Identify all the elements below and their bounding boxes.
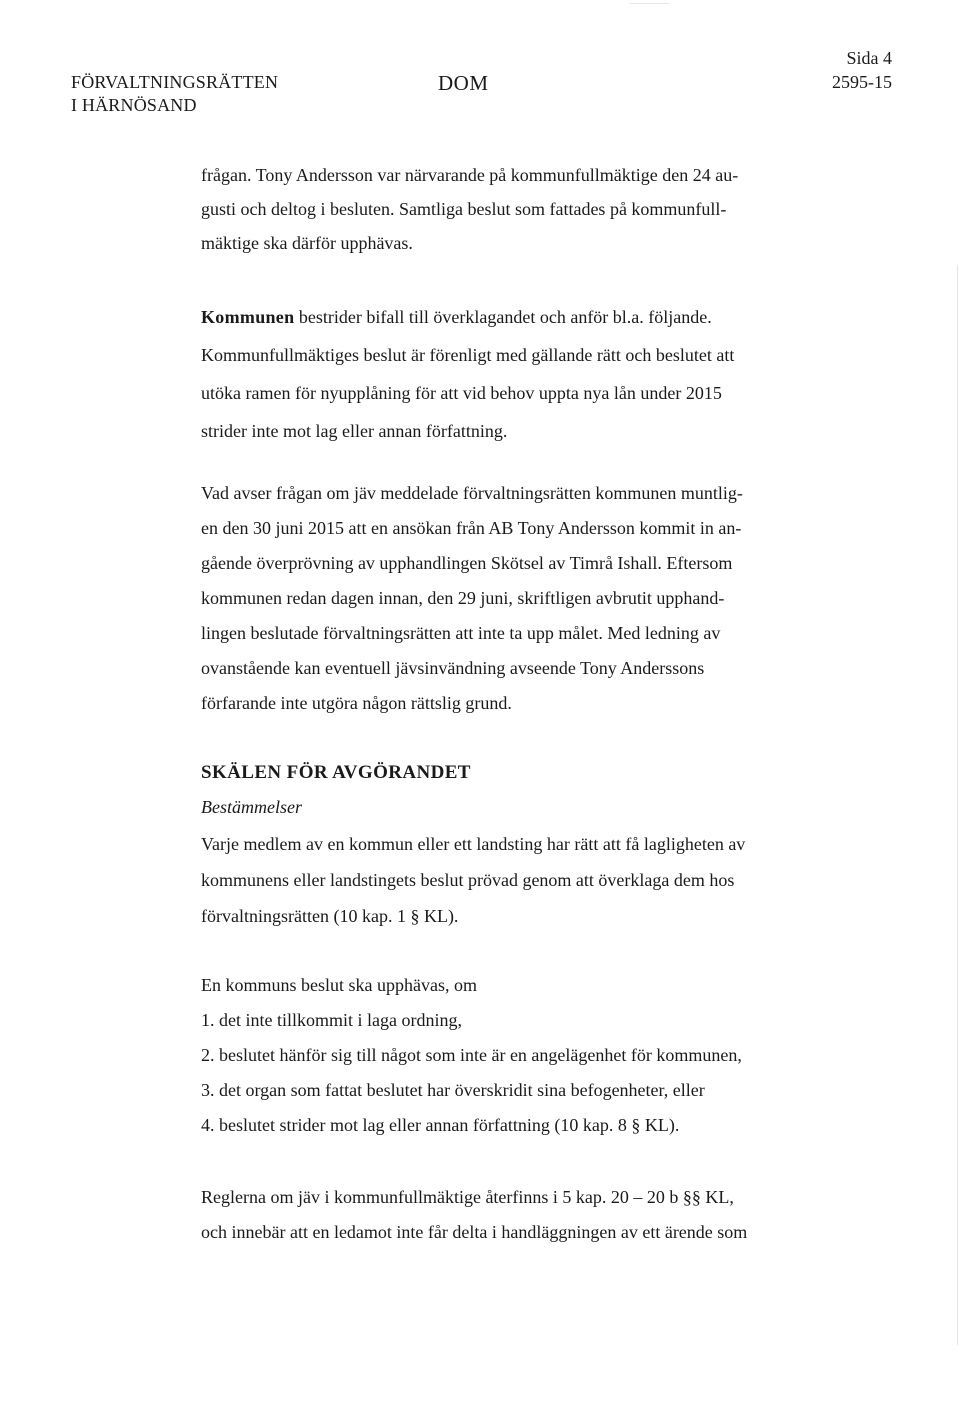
list-item: 1. det inte tillkommit i laga ordning, bbox=[201, 1010, 462, 1030]
paragraph-claimant-conclusion bbox=[201, 158, 821, 260]
list-item: 3. det organ som fattat beslutet har överskridit sina befogenheter, eller bbox=[201, 1080, 705, 1100]
text-line bbox=[201, 298, 821, 336]
text-line: kommunens eller landstingets beslut prövad genom att överklaga dem hos bbox=[201, 870, 735, 890]
page-info bbox=[832, 46, 892, 94]
text-line: en den 30 juni 2015 att en ansökan från AB Tony Andersson kommit in an- bbox=[201, 518, 742, 538]
list-item: 2. beslutet hänför sig till något som inte är en angelägenhet för kommunen, bbox=[201, 1045, 742, 1065]
court-name bbox=[71, 71, 278, 117]
text-line: kommunen redan dagen innan, den 29 juni, skriftligen avbrutit upphand- bbox=[201, 588, 725, 608]
text-line: förfarande inte utgöra någon rättslig grund. bbox=[201, 693, 512, 713]
text-line: Vad avser frågan om jäv meddelade förvaltningsrätten kommunen muntlig- bbox=[201, 483, 743, 503]
paragraph-grounds-list bbox=[201, 968, 821, 1143]
court-name-line1: FÖRVALTNINGSRÄTTEN bbox=[71, 72, 279, 92]
court-name-line2: I HÄRNÖSAND bbox=[71, 95, 197, 115]
text-line: En kommuns beslut ska upphävas, om bbox=[201, 975, 477, 995]
case-number: 2595-15 bbox=[832, 72, 892, 92]
text-line: ovanstående kan eventuell jävsinvändning avseende Tony Anderssons bbox=[201, 658, 705, 678]
text-line: Kommunfullmäktiges beslut är förenligt med gällande rätt och beslutet att bbox=[201, 345, 735, 365]
lead-text: bestrider bifall till överklagandet och anför bl.a. följande. bbox=[294, 307, 712, 327]
text-line: gusti och deltog i besluten. Samtliga beslut som fattades på kommunfull- bbox=[201, 199, 727, 219]
list-item: 4. beslutet strider mot lag eller annan författning (10 kap. 8 § KL). bbox=[201, 1115, 680, 1135]
scan-edge-line bbox=[957, 265, 958, 1345]
paragraph-conflict-of-interest bbox=[201, 476, 821, 721]
paragraph-conflict-rules bbox=[201, 1180, 821, 1250]
party-name: Kommunen bbox=[201, 307, 295, 327]
text-line: Reglerna om jäv i kommunfullmäktige återfinns i 5 kap. 20 – 20 b §§ KL, bbox=[201, 1187, 734, 1207]
text-line: utöka ramen för nyupplåning för att vid behov uppta nya lån under 2015 bbox=[201, 383, 722, 403]
text-line: mäktige ska därför upphävas. bbox=[201, 233, 413, 253]
paragraph-municipality-response bbox=[201, 298, 821, 450]
text-line: frågan. Tony Andersson var närvarande på kommunfullmäktige den 24 au- bbox=[201, 165, 739, 185]
section-heading: SKÄLEN FÖR AVGÖRANDET bbox=[201, 762, 471, 783]
paragraph-right-to-appeal bbox=[201, 826, 821, 934]
text-line: förvaltningsrätten (10 kap. 1 § KL). bbox=[201, 906, 459, 926]
document-type: DOM bbox=[438, 71, 489, 95]
text-line: lingen beslutade förvaltningsrätten att inte ta upp målet. Med ledning av bbox=[201, 623, 721, 643]
subsection-heading: Bestämmelser bbox=[201, 797, 302, 817]
text-line: gående överprövning av upphandlingen Skötsel av Timrå Ishall. Eftersom bbox=[201, 553, 733, 573]
scan-artifact bbox=[630, 3, 670, 4]
text-line: Varje medlem av en kommun eller ett landsting har rätt att få lagligheten av bbox=[201, 834, 746, 854]
page-number: Sida 4 bbox=[846, 48, 892, 68]
text-line: och innebär att en ledamot inte får delta i handläggningen av ett ärende som bbox=[201, 1222, 748, 1242]
text-line: strider inte mot lag eller annan författning. bbox=[201, 421, 508, 441]
